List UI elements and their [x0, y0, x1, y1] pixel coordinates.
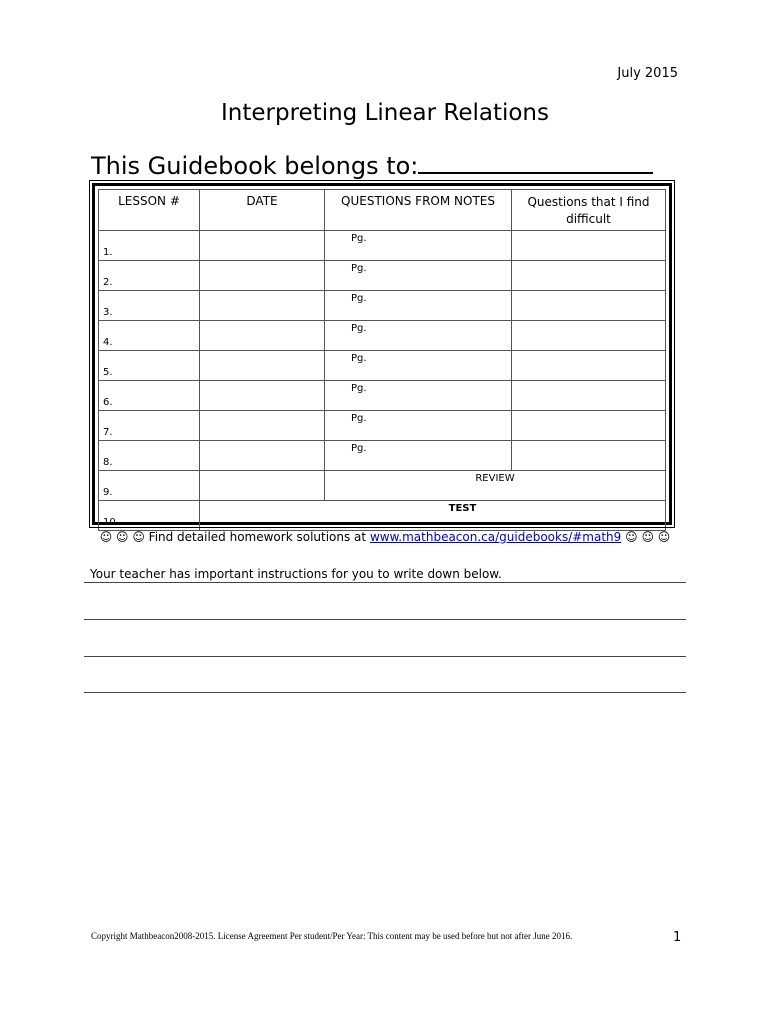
notes-cell: Pg.: [351, 233, 367, 244]
difficult-cell: [512, 351, 666, 381]
promo-prefix: ☺ ☺ ☺ Find detailed homework solutions at: [99, 530, 370, 544]
date-cell: [200, 231, 325, 261]
document-date: July 2015: [617, 66, 678, 81]
notes-cell: Pg.: [351, 413, 367, 424]
difficult-cell: [512, 381, 666, 411]
header-date: DATE: [200, 190, 325, 231]
writing-line: [84, 656, 686, 657]
lesson-number: 4.: [103, 337, 113, 348]
review-label: REVIEW: [475, 473, 515, 484]
difficult-cell: [512, 291, 666, 321]
notes-cell: Pg.: [351, 293, 367, 304]
lesson-number: 1.: [103, 247, 113, 258]
date-cell: [200, 471, 325, 501]
table-row: [99, 261, 666, 291]
difficult-cell: [512, 261, 666, 291]
lesson-table-frame: [92, 183, 672, 528]
promo-suffix: ☺ ☺ ☺: [621, 530, 671, 544]
table-row: [99, 351, 666, 381]
page-title: Interpreting Linear Relations: [221, 100, 549, 126]
owner-label: This Guidebook belongs to:: [91, 152, 419, 180]
table-row: [99, 471, 666, 501]
solutions-link[interactable]: www.mathbeacon.ca/guidebooks/#math9: [369, 530, 622, 544]
writing-line: [84, 619, 686, 620]
writing-line: [84, 692, 686, 693]
table-row: [99, 381, 666, 411]
copyright-notice: Copyright Mathbeacon2008-2015. License Agreement Per student/Per Year: This content may be used before but not after June 2016.: [91, 931, 573, 941]
table-row: [99, 441, 666, 471]
lesson-number: 3.: [103, 307, 113, 318]
page-number: 1: [673, 930, 682, 945]
lesson-number: 2.: [103, 277, 113, 288]
lesson-number: 7.: [103, 427, 113, 438]
date-cell: [200, 381, 325, 411]
lesson-table: [98, 189, 666, 531]
table-header-row: [99, 190, 666, 231]
notes-cell: Pg.: [351, 353, 367, 364]
date-cell: [200, 411, 325, 441]
table-row: [99, 231, 666, 261]
date-cell: [200, 261, 325, 291]
writing-line: [84, 582, 686, 583]
table-row: [99, 501, 666, 531]
lesson-number: 10.: [103, 517, 119, 528]
notes-cell: Pg.: [351, 443, 367, 454]
header-questions-from-notes: QUESTIONS FROM NOTES: [325, 190, 512, 231]
header-difficult-questions: Questions that I find difficult: [512, 190, 666, 231]
header-lesson: LESSON #: [99, 190, 200, 231]
notes-cell: Pg.: [351, 323, 367, 334]
lesson-number: 5.: [103, 367, 113, 378]
date-cell: [200, 291, 325, 321]
notes-cell: Pg.: [351, 263, 367, 274]
lesson-number: 6.: [103, 397, 113, 408]
table-row: [99, 291, 666, 321]
notes-cell: Pg.: [351, 383, 367, 394]
teacher-instructions: Your teacher has important instructions for you to write down below.: [90, 567, 502, 581]
lesson-number: 8.: [103, 457, 113, 468]
date-cell: [200, 321, 325, 351]
difficult-cell: [512, 441, 666, 471]
table-row: [99, 411, 666, 441]
difficult-cell: [512, 231, 666, 261]
difficult-cell: [512, 411, 666, 441]
owner-line: [91, 150, 653, 180]
date-cell: [200, 441, 325, 471]
difficult-cell: [512, 321, 666, 351]
owner-name-blank: [418, 150, 653, 174]
homework-solutions-line: [0, 530, 770, 544]
table-row: [99, 321, 666, 351]
test-label: TEST: [448, 503, 477, 514]
date-cell: [200, 351, 325, 381]
lesson-number: 9.: [103, 487, 113, 498]
